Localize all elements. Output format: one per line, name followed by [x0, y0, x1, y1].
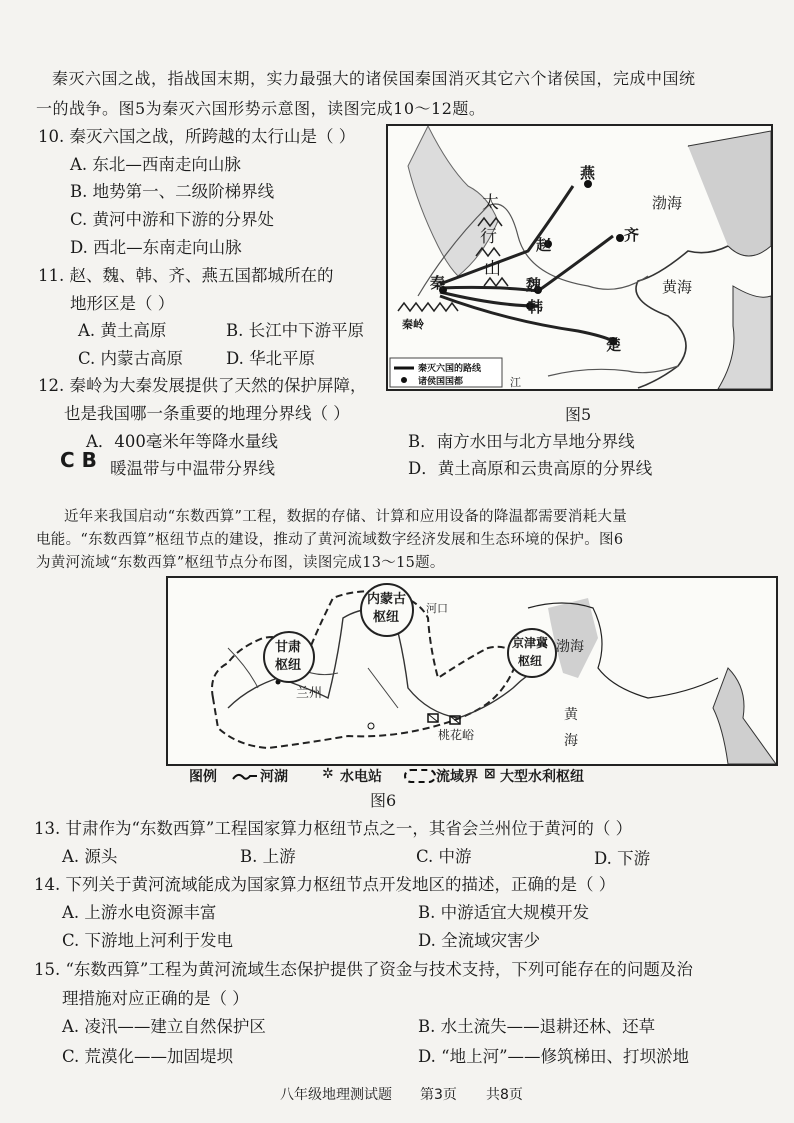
q11-option-b: B. 长江中下游平原	[226, 321, 365, 340]
question-10-stem: 10. 秦灭六国之战，所跨越的太行山是（ ）	[38, 127, 356, 146]
label-han: 韩	[528, 298, 544, 316]
label-wei: 魏	[526, 276, 542, 294]
label-huanghai: 黄海	[662, 278, 693, 296]
question-12-stem: 12. 秦岭为大秦发展提供了天然的保护屏障，	[38, 376, 367, 395]
river-icon	[232, 768, 258, 778]
map-figure-6	[166, 576, 778, 766]
legend-dam: 大型水利枢纽	[500, 769, 584, 785]
legend-title: 图例	[189, 769, 217, 785]
question-11-stem: 11. 赵、魏、韩、齐、燕五国都城所在的	[38, 266, 334, 285]
q10-option-c: C. 黄河中游和下游的分界处	[70, 210, 275, 229]
label-taihang-2: 行	[480, 227, 497, 247]
q10-option-d: D. 西北—东南走向山脉	[70, 238, 242, 257]
label-qinling: 秦岭	[402, 318, 424, 331]
label-qi: 齐	[624, 226, 640, 244]
label-neimenggu-hub: 枢纽	[373, 610, 400, 625]
label-bohai: 渤海	[652, 194, 683, 212]
handwritten-mark: C B	[60, 448, 97, 472]
label-gansu-hub: 甘肃	[275, 640, 302, 655]
question-11-stem: 地形区是（ ）	[70, 294, 175, 313]
q13-option-c: C. 中游	[416, 847, 472, 866]
footer-page: 第3页	[420, 1087, 457, 1103]
q11-option-d: D. 华北平原	[226, 349, 316, 368]
label-zhao: 赵	[536, 236, 552, 254]
intro-text-line: 一的战争。图5为秦灭六国形势示意图，读图完成10～12题。	[36, 99, 486, 118]
label-qin: 秦	[430, 274, 446, 292]
legend-capital: 诸侯国国都	[418, 377, 464, 387]
question-12-stem: 也是我国哪一条重要的地理分界线（ ）	[64, 404, 350, 423]
q12-option-d: D．黄土高原和云贵高原的分界线	[408, 459, 653, 478]
footer-total: 共8页	[486, 1087, 523, 1103]
hydro-station-icon: ✲	[322, 766, 334, 782]
q15-option-b: B. 水土流失——退耕还林、还草	[418, 1017, 656, 1036]
question-15-stem: 理措施对应正确的是（ ）	[62, 989, 249, 1008]
q15-option-c: C. 荒漠化——加固堤坝	[62, 1047, 234, 1066]
q12-option-a: A．400毫米年等降水量线	[86, 432, 278, 451]
legend-route: 秦灭六国的路线	[418, 364, 482, 374]
q15-option-a: A. 凌汛——建立自然保护区	[62, 1017, 266, 1036]
label-yan: 燕	[580, 164, 596, 182]
label-huanghai: 海	[564, 733, 578, 749]
q14-option-d: D. 全流域灾害少	[418, 931, 541, 950]
q14-option-a: A. 上游水电资源丰富	[62, 903, 217, 922]
figure-5-caption: 图5	[565, 405, 592, 424]
question-15-stem: 15. “东数西算”工程为黄河流域生态保护提供了资金与技术支持，下列可能存在的问题及治	[34, 960, 693, 979]
q13-option-b: B. 上游	[240, 847, 296, 866]
q11-option-a: A. 黄土高原	[78, 321, 167, 340]
label-jiang: 江	[510, 376, 521, 389]
question-14-stem: 14. 下列关于黄河流域能成为国家算力枢纽节点开发地区的描述，正确的是（ ）	[34, 875, 616, 894]
label-jingjinji-hub: 京津冀	[512, 636, 549, 650]
label-huanghai: 黄	[564, 707, 578, 723]
intro-text-line: 为黄河流域“东数西算”枢纽节点分布图，读图完成13～15题。	[36, 555, 445, 571]
q15-option-d: D. “地上河”——修筑梯田、打坝淤地	[418, 1047, 690, 1066]
intro-text-line: 电能。“东数西算”枢纽节点的建设，推动了黄河流域数字经济发展和生态环境的保护。图6	[36, 532, 624, 548]
q13-option-d: D. 下游	[594, 849, 651, 868]
q12-option-b: B．南方水田与北方旱地分界线	[408, 432, 635, 451]
dam-icon: ⊠	[484, 766, 496, 782]
intro-text-line: 近年来我国启动“东数西算”工程，数据的存储、计算和应用设备的降温都需要消耗大量	[64, 509, 628, 525]
intro-text-line: 秦灭六国之战，指战国末期，实力最强大的诸侯国秦国消灭其它六个诸侯国，完成中国统	[52, 69, 696, 88]
map-figure-5	[386, 124, 773, 391]
q12-option-c: 暖温带与中温带分界线	[110, 459, 275, 478]
q11-option-c: C. 内蒙古高原	[78, 349, 184, 368]
label-gansu-hub: 枢纽	[275, 658, 302, 673]
legend-river: 河湖	[260, 769, 288, 785]
figure-6-caption: 图6	[370, 791, 397, 810]
boundary-icon	[404, 769, 436, 783]
label-bohai: 渤海	[556, 639, 584, 655]
q13-option-a: A. 源头	[62, 847, 118, 866]
label-chu: 楚	[606, 336, 622, 354]
label-taohuayu: 桃花峪	[438, 728, 475, 742]
label-neimenggu-hub: 内蒙古	[367, 592, 407, 607]
label-taihang-3: 山	[484, 259, 501, 279]
label-taihang-1: 太	[482, 193, 499, 213]
q14-option-b: B. 中游适宜大规模开发	[418, 903, 590, 922]
footer-title: 八年级地理测试题	[280, 1087, 392, 1103]
q10-option-a: A. 东北—西南走向山脉	[70, 155, 241, 174]
q14-option-c: C. 下游地上河利于发电	[62, 931, 234, 950]
question-13-stem: 13. 甘肃作为“东数西算”工程国家算力枢纽节点之一，其省会兰州位于黄河的（ ）	[34, 819, 633, 838]
q10-option-b: B. 地势第一、二级阶梯界线	[70, 182, 275, 201]
legend-station: 水电站	[340, 769, 382, 785]
label-jingjinji-hub: 枢纽	[518, 654, 543, 668]
label-lanzhou: 兰州	[296, 686, 323, 701]
legend-boundary: 流域界	[436, 769, 478, 785]
label-hekou: 河口	[426, 602, 448, 615]
